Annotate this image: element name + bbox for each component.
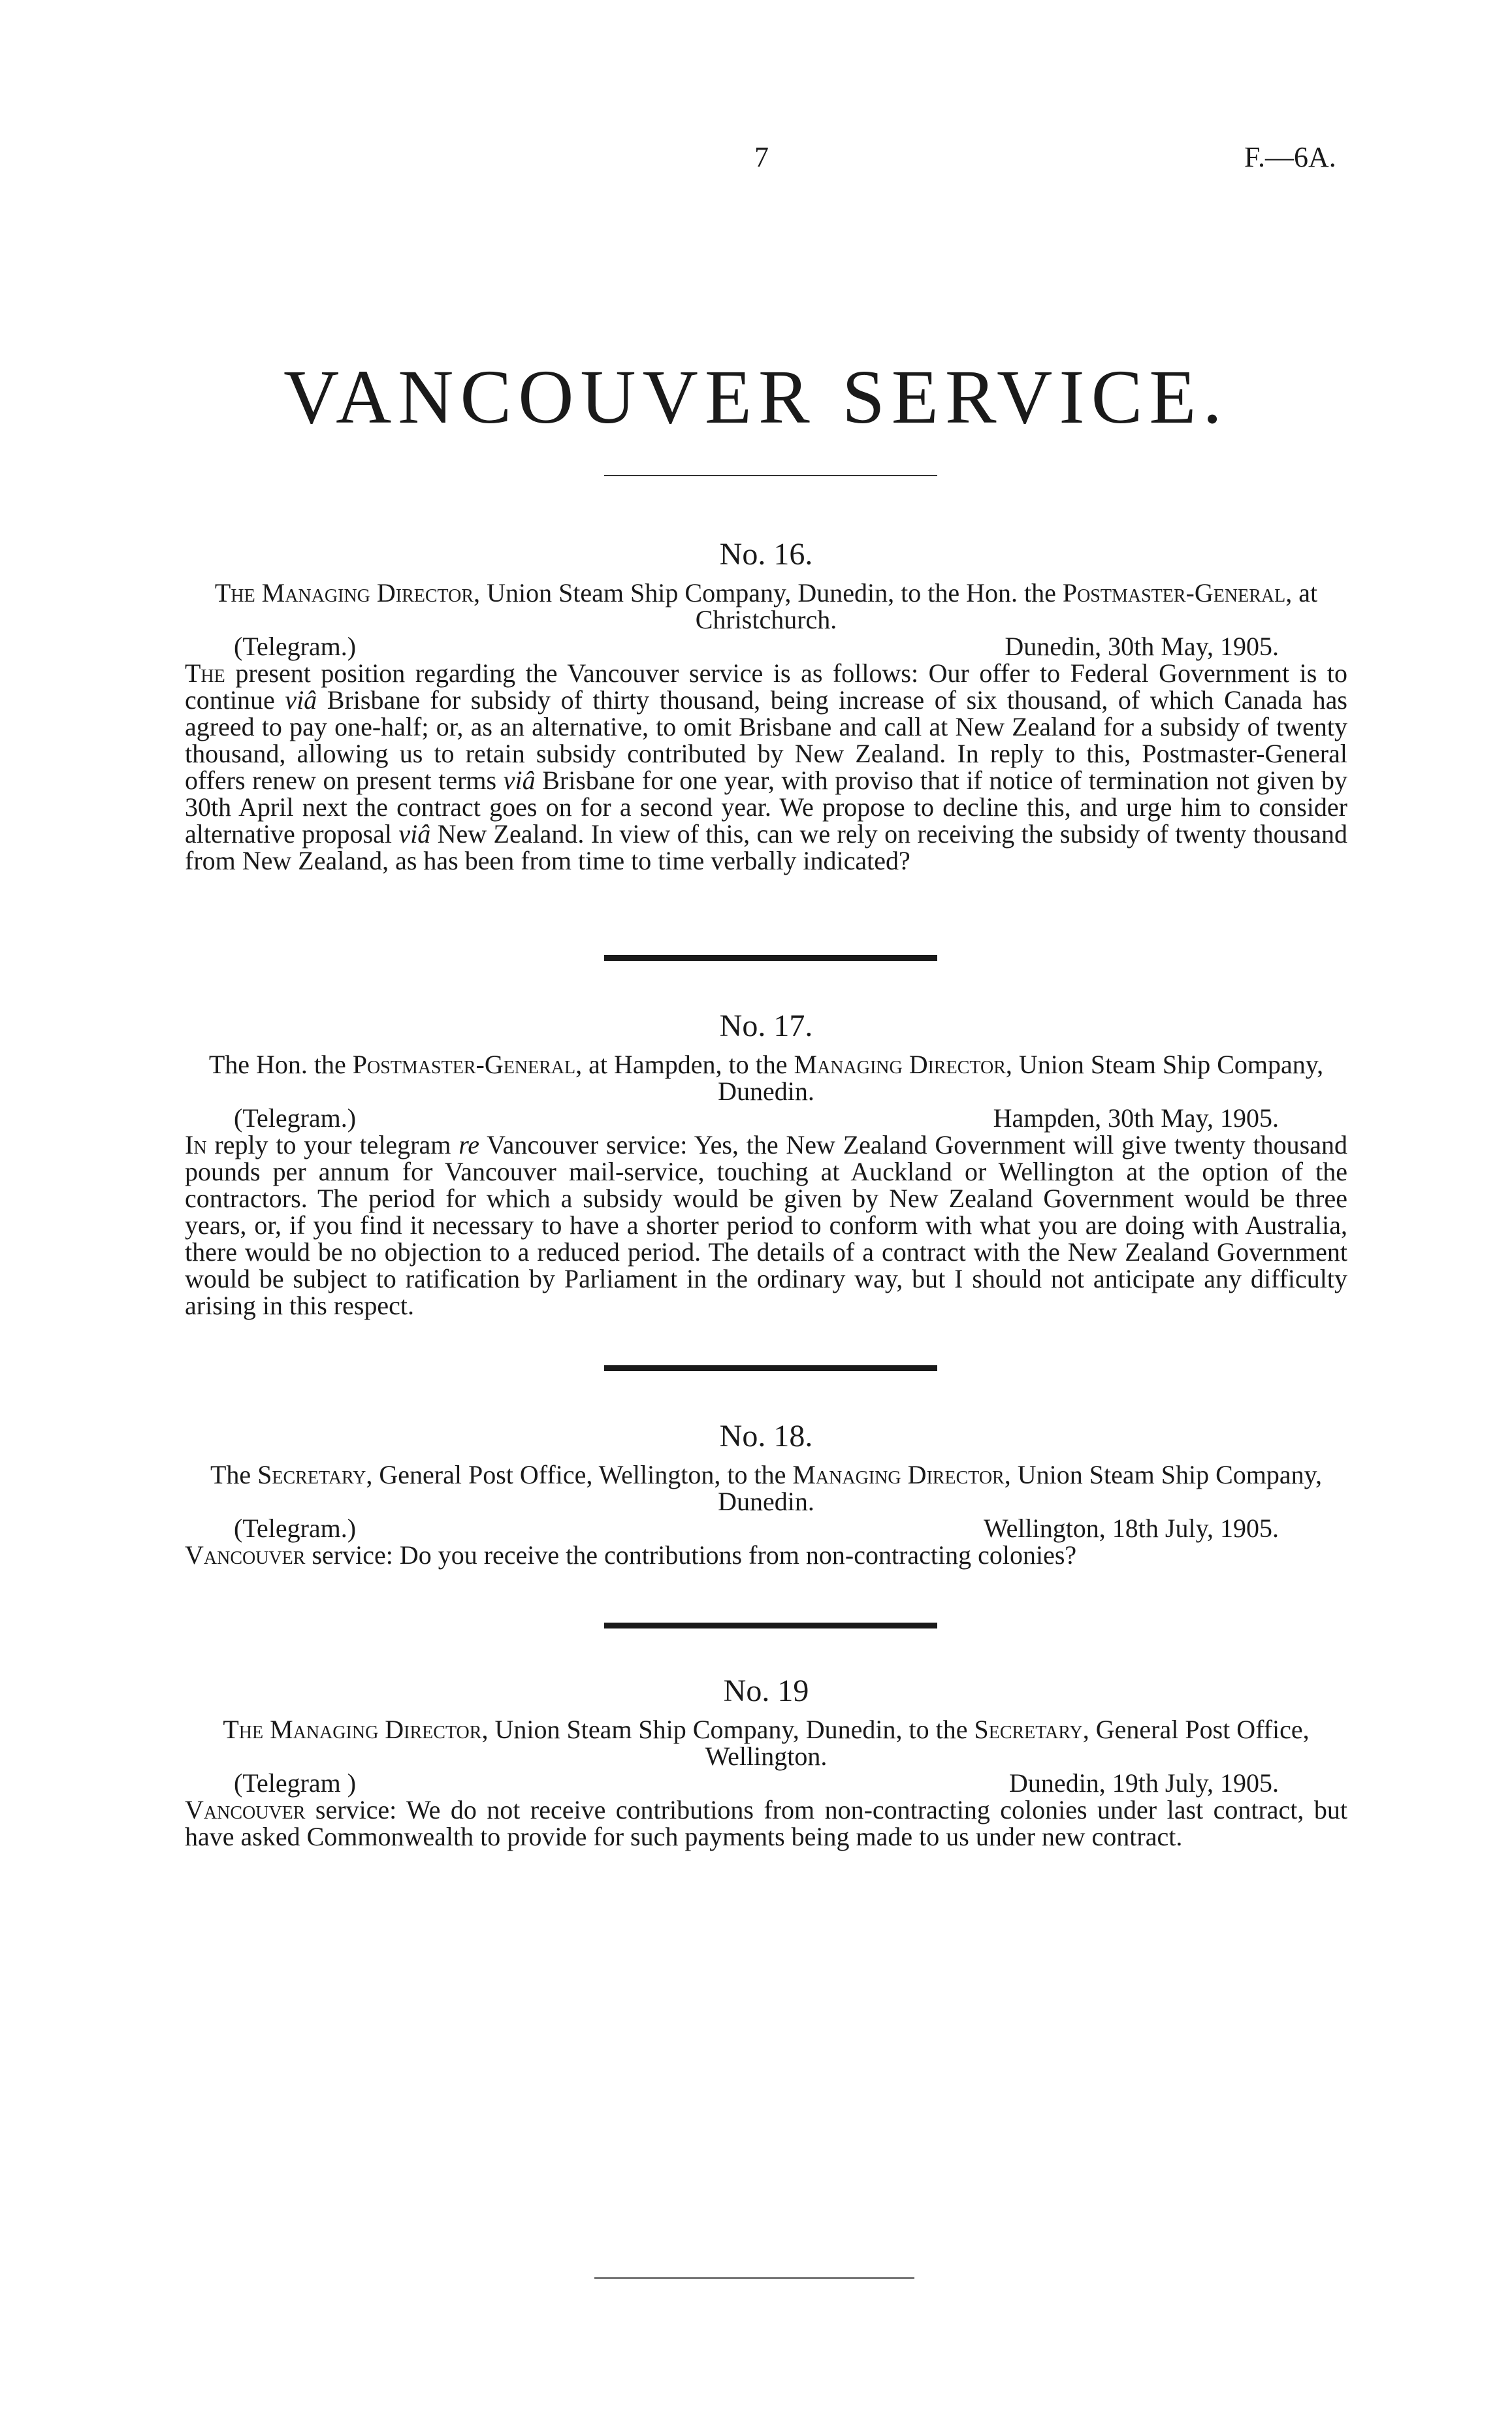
telegram-dateline: Wellington, 18th July, 1905. [984,1514,1279,1543]
telegram-no-19 [185,1674,1347,1851]
telegram-meta [185,1770,1347,1796]
page-title: VANCOUVER SERVICE. [283,354,1229,440]
opening-word: The [185,658,225,688]
page-number: 7 [754,141,769,173]
section-number: No. 17. [719,1009,813,1043]
section-heading [185,1051,1347,1105]
heading-sender: Postmaster-General, [352,1050,583,1079]
section-heading [185,579,1347,633]
telegram-body [185,660,1347,874]
footer-rule [594,2277,914,2279]
document-reference: F.—6A. [1244,141,1336,173]
heading-recipient: Managing Director, [792,1460,1011,1489]
title-divider [604,475,937,476]
section-divider [604,955,937,961]
italic-term: viâ [398,819,431,849]
heading-text: The [210,1460,258,1489]
section-heading [185,1461,1347,1515]
heading-location: Union Steam Ship Company, Dunedin. [718,1460,1323,1516]
heading-text: General Post Office, Wellington, to the [372,1460,793,1489]
heading-location: at Christchurch. [695,578,1318,634]
telegram-meta [185,1515,1347,1542]
heading-location: General Post Office, Wellington. [705,1715,1310,1771]
telegram-no-17 [185,1009,1347,1320]
heading-sender: The Managing Director, [214,578,481,608]
heading-recipient: Secretary, [974,1715,1089,1744]
italic-term: re [458,1130,480,1159]
telegram-body [185,1796,1347,1850]
heading-sender: The Managing Director, [223,1715,489,1744]
telegram-dateline: Hampden, 30th May, 1905. [993,1103,1279,1133]
heading-text: Union Steam Ship Company, Dunedin, to the [488,1715,974,1744]
body-text: New Zealand. In view of this, can we rely on receiving the subsidy of twenty thousand from New Zealand, as has been from time to time verbally indicated? [185,819,1347,875]
telegram-type: (Telegram ) [234,1768,357,1798]
heading-location: Union Steam Ship Company, Dunedin. [718,1050,1324,1106]
section-number: No. 18. [719,1419,813,1453]
section-number: No. 19 [723,1674,809,1708]
heading-recipient: Managing Director, [794,1050,1012,1079]
telegram-body [185,1542,1347,1568]
opening-word: Vancouver [185,1540,306,1570]
body-text: reply to your telegram [206,1130,459,1159]
telegram-type: (Telegram.) [234,1103,357,1133]
heading-text: Union Steam Ship Company, Dunedin, to the Hon. the [480,578,1063,608]
telegram-no-18 [185,1419,1347,1570]
opening-word: In [185,1130,207,1159]
telegram-type: (Telegram.) [234,632,357,661]
telegram-no-16 [185,537,1347,875]
body-text: Brisbane for subsidy of thirty thousand, being increase of six thousand, of which Canada has agreed to pay one-half; or, as an alternative, to omit Brisbane and call at New Zealand for a subsidy of twenty thousand, allowing us to retain subsidy contributed by New Zealand. In reply to this, Postmaster-General offers renew on present terms [185,685,1347,795]
telegram-meta [185,633,1347,660]
section-heading [185,1716,1347,1770]
body-text: Vancouver service: Yes, the New Zealand Government will give twenty thousand pounds per annum for Vancouver mail-service, touching at Auckland or Wellington at the option of the contractors. The period for which a subsidy would be given by New Zealand Government would be three years, or, if you find it necessary to have a shorter period to conform with what you are doing with Australia, there would be no objection to a reduced period. The details of a contract with the New Zealand Government would be subject to ratification by Parliament in the ordinary way, but I should not anticipate any difficulty arising in this respect. [185,1130,1347,1320]
opening-word: Vancouver [185,1795,306,1824]
body-text: Brisbane for one year, with proviso that if notice of termination not given by 30th April next the contract goes on for a second year. We propose to decline this, and urge him to consider alternative proposal [185,766,1347,849]
telegram-type: (Telegram.) [234,1514,357,1543]
heading-text: The Hon. the [208,1050,353,1079]
heading-recipient: Postmaster-General, [1062,578,1293,608]
body-text: service: Do you receive the contributions from non-contracting colonies? [305,1540,1077,1570]
body-text: present position regarding the Vancouver service is as follows: Our offer to Federal Government is to continue [185,658,1347,715]
telegram-dateline: Dunedin, 30th May, 1905. [1005,632,1279,661]
section-divider [604,1365,937,1371]
italic-term: viâ [285,685,317,715]
section-number: No. 16. [719,537,813,572]
heading-text: at Hampden, to the [582,1050,794,1079]
telegram-dateline: Dunedin, 19th July, 1905. [1009,1768,1279,1798]
section-divider [604,1623,937,1628]
body-text: service: We do not receive contributions from non-contracting colonies under last contract, but have asked Commonwealth to provide for such payments being made to us under new contract. [185,1795,1347,1851]
telegram-body [185,1131,1347,1319]
italic-term: viâ [503,766,536,795]
heading-sender: Secretary, [257,1460,373,1489]
telegram-meta [185,1105,1347,1131]
